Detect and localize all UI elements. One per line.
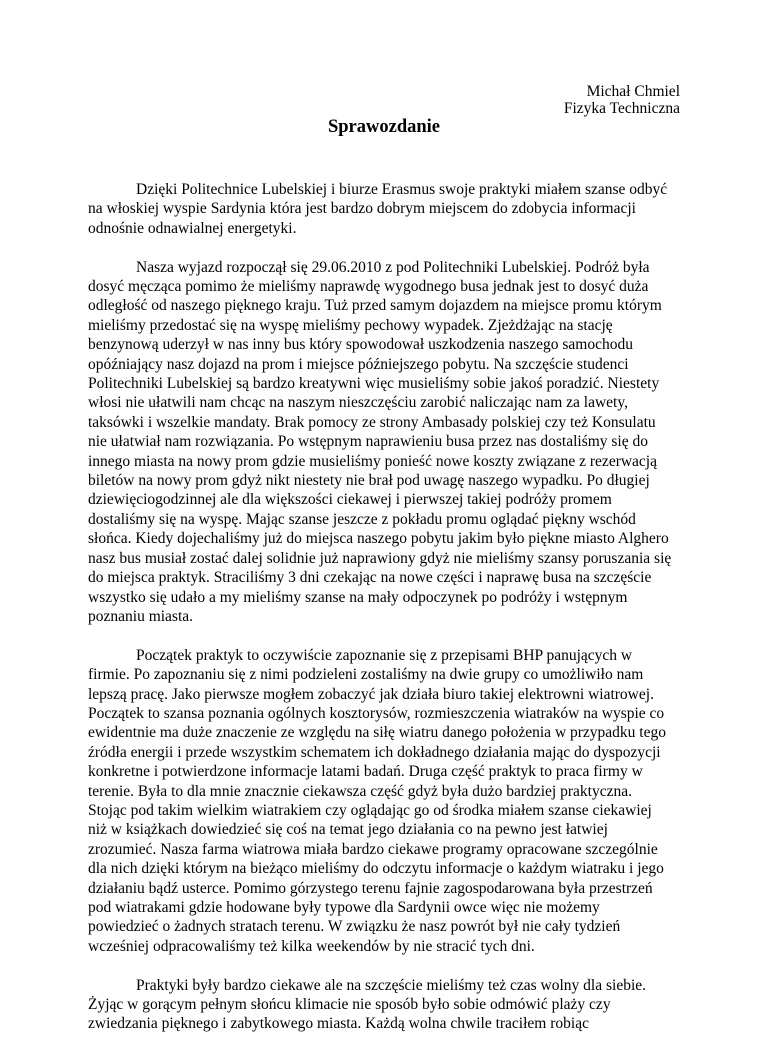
text-line: Nasza wyjazd rozpoczął się 29.06.2010 z pod Politechniki Lubelskiej. Podróż była bbox=[136, 258, 650, 276]
paragraph bbox=[88, 976, 708, 1034]
author-block bbox=[564, 83, 680, 117]
text-line: źródła energii i przede wszystkim schematem ich dokładnego działania mając do dyspozycji bbox=[88, 743, 661, 761]
text-line: dosyć męcząca pomimo że mieliśmy naprawdę wygodnego busa jednak jest to dosyć duża bbox=[88, 278, 649, 296]
text-line: ewidentnie ma duże znaczenie ze względu na siłę wiatru danego położenia w przypadku tego bbox=[88, 724, 666, 742]
text-line: mieliśmy przedostać się na wyspę mieliśmy pechowy wypadek. Zjeżdżając na stację bbox=[88, 316, 613, 334]
text-line: niż w książkach dowiedzieć się coś na temat jego działania co na pewno jest łatwiej bbox=[88, 821, 608, 839]
text-line: dla nich dzięki którym na bieżąco mieliśmy do odczytu informacje o każdym wiatraku i jego bbox=[88, 860, 664, 878]
text-line: Praktyki były bardzo ciekawe ale na szczęście mieliśmy też czas wolny dla siebie. bbox=[136, 976, 647, 994]
text-line: odległość od naszego pięknego kraju. Tuż przed samym dojazdem na miejsce promu którym bbox=[88, 297, 662, 315]
document-title: Sprawozdanie bbox=[327, 117, 441, 137]
paragraph bbox=[88, 180, 708, 238]
text-line: dziewięciogodzinnej ale dla większości ciekawej i pierwszej takiej podróży promem bbox=[88, 491, 612, 509]
text-line: nasz bus musiał zostać dalej solidnie już naprawiony gdyż nie mieliśmy szansy poruszania się bbox=[88, 549, 672, 567]
text-line: lepszą pracę. Jako pierwsze mogłem zobaczyć jak działa biuro takiej elektrowni wiatrowej. bbox=[88, 685, 654, 703]
text-line: do miejsca praktyk. Straciliśmy 3 dni czekając na nowe części i naprawę busa na szczęście bbox=[88, 569, 652, 587]
text-line: Dzięki Politechnice Lubelskiej i biurze Erasmus swoje praktyki miałem szanse odbyć bbox=[136, 181, 668, 198]
author-affiliation: Fizyka Techniczna bbox=[563, 100, 680, 117]
text-line: innego miasta na nowy prom gdzie musieliśmy ponieść nowe koszty związane z rezerwacją bbox=[88, 452, 657, 470]
text-line: Początek praktyk to oczywiście zapoznanie się z przepisami BHP panujących w bbox=[136, 646, 633, 664]
text-line: nie ułatwiał nam rozwiązania. Po wstępnym naprawieniu busa przez nas dostaliśmy się do bbox=[88, 433, 648, 451]
text-line: działaniu bądź usterce. Pomimo górzystego terenu fajnie zagospodarowana była przestrzeń bbox=[88, 879, 653, 897]
text-line: powiedzieć o żadnych stratach terenu. W związku że nasz powrót był nie cały tydzień bbox=[88, 918, 621, 936]
text-line: odnośnie odnawialnej energetyki. bbox=[88, 219, 297, 237]
text-line: Początek to szansa poznania ogólnych kosztorysów, rozmieszczenia wiatraków na wyspie co bbox=[88, 704, 665, 722]
text-line: konkretne i potwierdzone informacje latami badań. Druga część praktyk to praca firmy w bbox=[88, 763, 643, 781]
text-line: zwiedzania pięknego i zabytkowego miasta. Każdą wolna chwile traciłem robiąc bbox=[88, 1015, 589, 1033]
text-line: pod wiatrakami gdzie hodowane były typowe dla Sardynii owce więc nie możemy bbox=[88, 899, 600, 916]
text-line: poznaniu miasta. bbox=[88, 607, 194, 625]
text-line: słońca. Kiedy dojechaliśmy już do miejsca naszego pobytu jakim było piękne miasto Alghero bbox=[88, 530, 669, 548]
text-line: wcześniej odpracowaliśmy też kilka weekendów by nie stracić tych dni. bbox=[88, 937, 535, 955]
text-line: Politechniki Lubelskiej są bardzo kreatywni więc musieliśmy sobie jakoś poradzić. Niestety bbox=[88, 375, 660, 393]
text-line: zrozumieć. Nasza farma wiatrowa miała bardzo ciekawe programy opracowane szczególnie bbox=[88, 840, 658, 858]
text-line: terenie. Była to dla mnie znacznie ciekawsza część gdyż była dużo bardziej praktyczna. bbox=[88, 782, 632, 800]
text-line: taksówki i wszelkie mandaty. Brak pomocy ze strony Ambasady polskiej czy też Konsulatu bbox=[88, 413, 656, 431]
text-line: Żyjąc w gorącym pełnym słońcu klimacie nie sposób było sobie odmówić plaży czy bbox=[88, 996, 611, 1014]
text-line: Stojąc pod takim wielkim wiatrakiem czy oglądając go od środka miałem szanse ciekawiej bbox=[88, 801, 652, 819]
text-line: na włoskiej wyspie Sardynia która jest bardzo dobrym miejscem do zdobycia informacji bbox=[88, 200, 636, 218]
paragraph bbox=[88, 646, 708, 957]
text-line: włosi nie ułatwili nam chcąc na naszym nieszczęściu zarobić naliczając nam za lawety, bbox=[88, 394, 628, 412]
text-line: wszystko się udało a my mieliśmy szanse na mały odpoczynek po podróży i wstępnym bbox=[88, 588, 628, 606]
author-name: Michał Chmiel bbox=[586, 83, 680, 100]
text-line: benzynową uderzył w nas inny bus który spowodował uszkodzenia naszego samochodu bbox=[88, 336, 633, 354]
text-line: biletów na nowy prom gdyż nikt niestety nie brał pod uwagę naszego wypadku. Po długiej bbox=[88, 472, 650, 490]
document-body bbox=[88, 180, 708, 1053]
text-line: opóźniający nasz dojazd na prom i miejsce późniejszego pobytu. Na szczęście studenci bbox=[88, 355, 629, 373]
paragraph bbox=[88, 258, 708, 627]
text-line: firmie. Po zapoznaniu się z nimi podzieleni zostaliśmy na dwie grupy co umożliwiło nam bbox=[88, 666, 644, 684]
text-line: dostaliśmy się na wyspę. Mając szanse jeszcze z pokładu promu oglądać piękny wschód bbox=[88, 510, 636, 528]
